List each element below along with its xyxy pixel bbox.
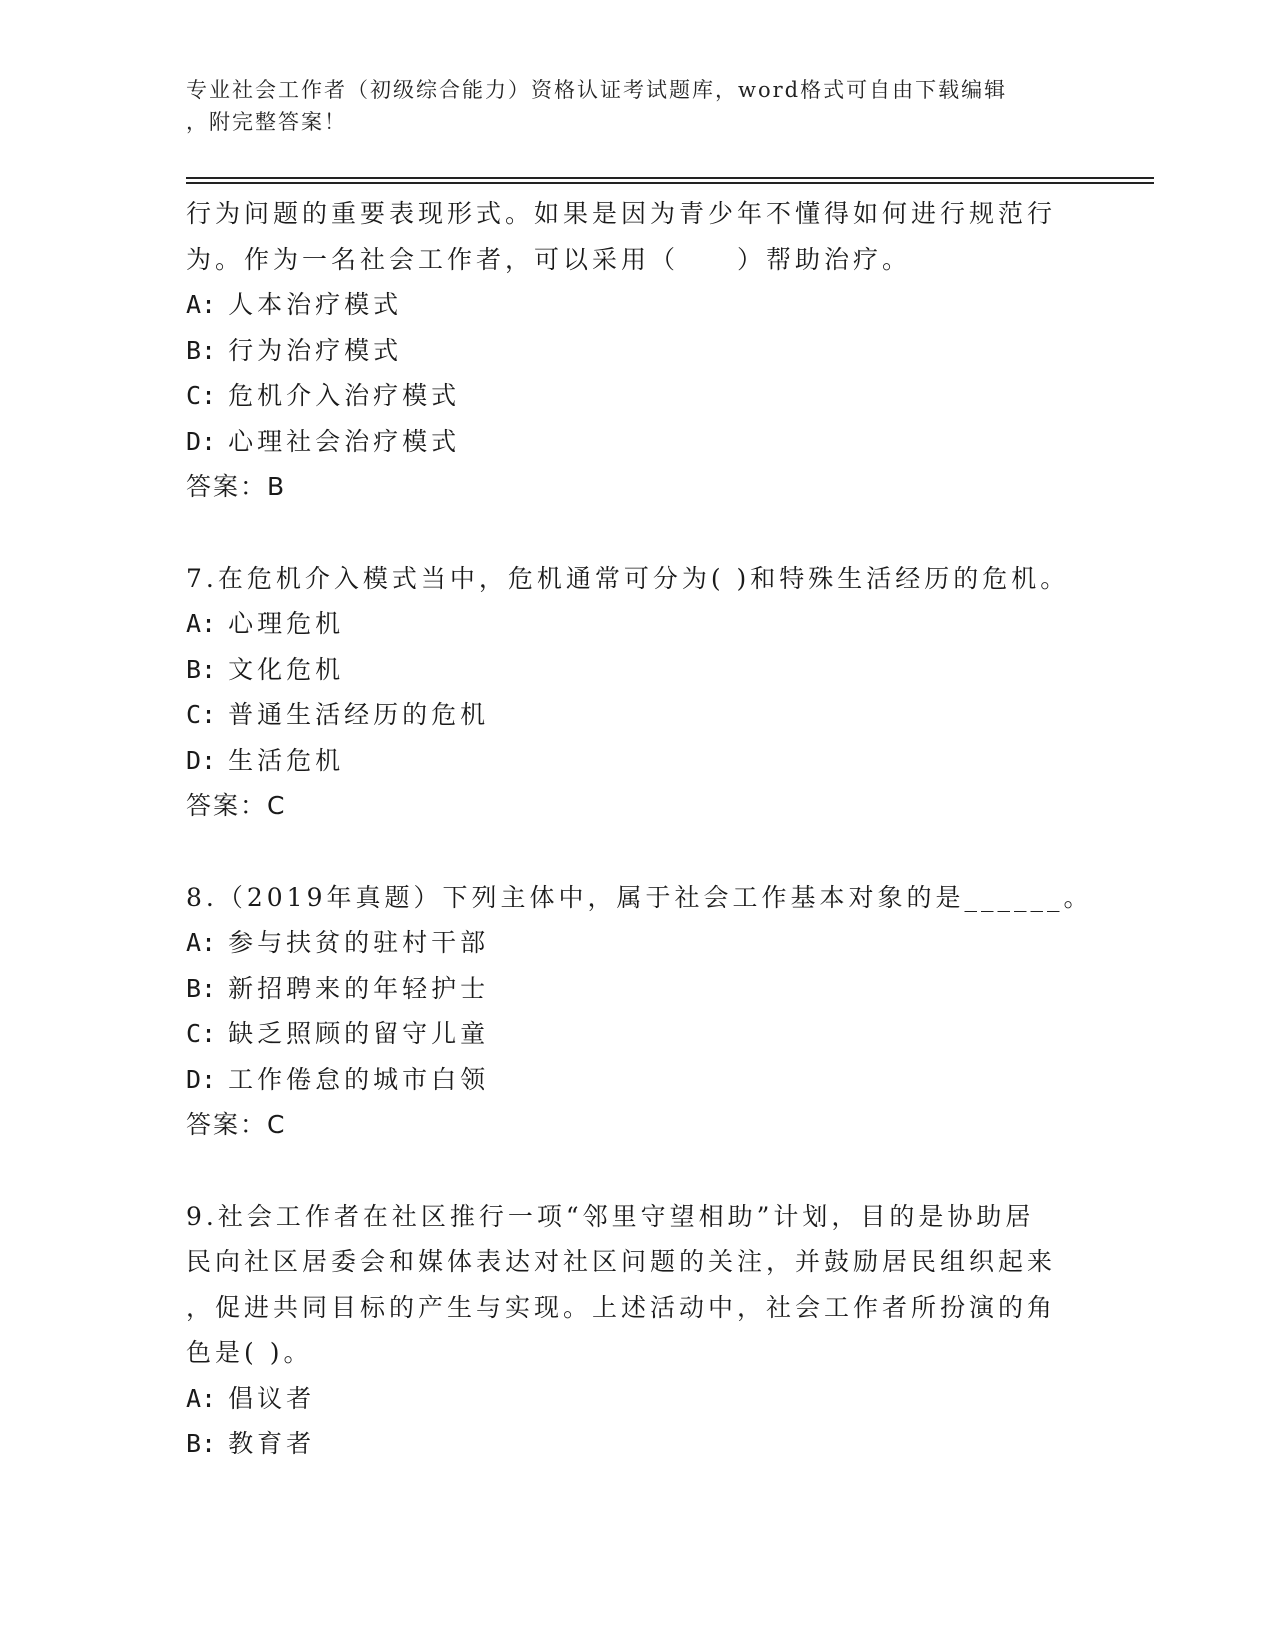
option-letter: B: xyxy=(186,973,217,1003)
question-6-option-c xyxy=(186,373,1066,419)
question-6-option-a xyxy=(186,282,1066,328)
spacer xyxy=(186,1148,1066,1194)
question-7-answer: 答案：C xyxy=(186,791,287,820)
option-text: 教育者 xyxy=(228,1429,316,1458)
option-letter: D: xyxy=(186,1064,217,1094)
question-6-text-line-1: 行为问题的重要表现形式。如果是因为青少年不懂得如何进行规范行 xyxy=(186,199,1057,228)
option-text: 缺乏照顾的留守儿童 xyxy=(228,1019,490,1048)
question-8-option-a xyxy=(186,920,1066,966)
option-text: 行为治疗模式 xyxy=(228,335,403,365)
option-text: 文化危机 xyxy=(228,654,345,684)
question-6 xyxy=(186,191,1066,510)
option-letter: D: xyxy=(186,745,217,775)
header-line-1: 专业社会工作者（初级综合能力）资格认证考试题库，word格式可自由下载编辑 xyxy=(186,78,1008,102)
option-letter: C: xyxy=(186,381,217,410)
question-6-option-b xyxy=(186,328,1066,374)
option-text: 心理危机 xyxy=(228,609,345,638)
option-letter: B: xyxy=(186,654,217,684)
question-9 xyxy=(186,1194,1066,1467)
header-line-2: ，附完整答案！ xyxy=(186,110,347,134)
question-9-text-line-4: 色是( )。 xyxy=(186,1338,313,1367)
page-header xyxy=(186,74,1076,138)
question-7-option-c xyxy=(186,692,1066,738)
option-letter: A: xyxy=(186,1383,217,1413)
header-divider-top xyxy=(186,177,1154,179)
option-letter: B: xyxy=(186,1429,217,1458)
spacer xyxy=(186,829,1066,875)
header-divider-bottom xyxy=(186,182,1154,184)
question-9-option-a xyxy=(186,1376,1066,1422)
question-6-option-d xyxy=(186,419,1066,465)
option-letter: A: xyxy=(186,928,217,957)
question-list xyxy=(186,191,1093,1467)
question-8-answer: 答案：C xyxy=(186,1110,287,1139)
question-8-option-b xyxy=(186,966,1066,1012)
question-6-answer: 答案：B xyxy=(186,472,287,501)
question-8-option-c xyxy=(186,1011,1066,1057)
option-letter: A: xyxy=(186,290,217,319)
option-text: 危机介入治疗模式 xyxy=(228,381,461,410)
question-9-text-line-1: 9.社会工作者在社区推行一项“邻里守望相助”计划，目的是协助居 xyxy=(186,1201,1035,1231)
spacer xyxy=(186,510,1066,556)
option-text: 生活危机 xyxy=(228,745,345,775)
question-6-text-line-2: 为。作为一名社会工作者，可以采用（ ）帮助治疗。 xyxy=(186,244,912,274)
question-8-option-d xyxy=(186,1057,1066,1103)
option-text: 普通生活经历的危机 xyxy=(228,700,490,729)
option-letter: B: xyxy=(186,335,217,365)
option-letter: C: xyxy=(186,700,217,729)
option-letter: D: xyxy=(186,426,217,456)
option-letter: C: xyxy=(186,1019,217,1048)
question-7 xyxy=(186,556,1070,829)
question-9-text-line-2: 民向社区居委会和媒体表达对社区问题的关注，并鼓励居民组织起来 xyxy=(186,1247,1057,1276)
question-8-text-line-1: 8.（2019年真题）下列主体中，属于社会工作基本对象的是______。 xyxy=(186,882,1093,912)
question-7-option-b xyxy=(186,647,1066,693)
question-7-option-d xyxy=(186,738,1066,784)
option-text: 参与扶贫的驻村干部 xyxy=(228,928,490,957)
question-7-option-a xyxy=(186,601,1066,647)
question-9-option-b xyxy=(186,1421,1066,1467)
option-text: 倡议者 xyxy=(228,1383,316,1413)
question-7-text-line-1: 7.在危机介入模式当中，危机通常可分为( )和特殊生活经历的危机。 xyxy=(186,563,1070,593)
question-9-text-line-3: ，促进共同目标的产生与实现。上述活动中，社会工作者所扮演的角 xyxy=(186,1292,1057,1322)
option-text: 新招聘来的年轻护士 xyxy=(228,973,490,1003)
option-text: 工作倦怠的城市白领 xyxy=(228,1064,490,1094)
option-text: 人本治疗模式 xyxy=(228,290,403,319)
option-text: 心理社会治疗模式 xyxy=(228,426,461,456)
question-8 xyxy=(186,875,1093,1148)
option-letter: A: xyxy=(186,609,217,638)
